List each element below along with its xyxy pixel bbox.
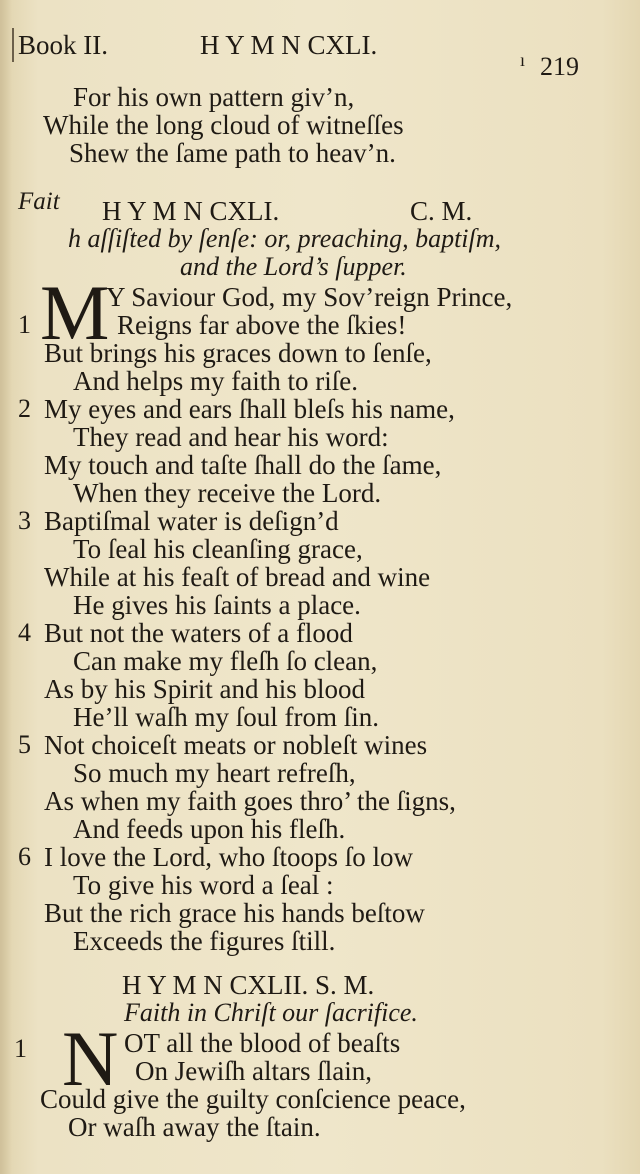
- stanza-number-2: 2: [18, 394, 31, 423]
- verse-line: And helps my faith to riſe.: [73, 366, 358, 396]
- stanza-number-5: 5: [18, 730, 31, 759]
- verse-line: On Jewiſh altars ſlain,: [135, 1056, 372, 1086]
- verse-line: Or waſh away the ſtain.: [68, 1112, 321, 1142]
- hymn-142-heading: H Y M N CXLII. S. M.: [122, 970, 375, 1000]
- drop-cap-n: N: [62, 1015, 119, 1102]
- page-number: 219: [540, 52, 579, 81]
- stanza-number-4: 4: [18, 618, 31, 647]
- verse-line: To ſeal his cleanſing grace,: [73, 534, 363, 564]
- hymn-141-subtitle-1: h aſſiſted by ſenſe: or, preaching, baptiſm,: [68, 224, 502, 253]
- verse-line: And feeds upon his fleſh.: [73, 814, 346, 844]
- verse-line: As when my faith goes thro’ the ſigns,: [44, 786, 456, 816]
- hymn-141-meter: C. M.: [410, 196, 473, 226]
- stanza-number-6: 6: [18, 842, 31, 871]
- verse-line: So much my heart refreſh,: [73, 758, 356, 788]
- continuation-line-3: Shew the ſame path to heav’n.: [69, 138, 396, 168]
- hymn-141-heading: H Y M N CXLI.: [102, 196, 280, 226]
- continuation-line-2: While the long cloud of witneſſes: [43, 110, 404, 140]
- page-gutter-shadow: [0, 0, 12, 1174]
- verse-line: OT all the blood of beaſts: [124, 1028, 401, 1058]
- verse-line: Can make my fleſh ſo clean,: [73, 646, 378, 676]
- hymn-141-subtitle-2: and the Lord’s ſupper.: [180, 252, 407, 281]
- verse-line: He’ll waſh my ſoul from ſin.: [73, 702, 379, 732]
- margin-catchword: Fait: [18, 188, 60, 215]
- running-head-book: Book II.: [18, 30, 108, 60]
- verse-line: But the rich grace his hands beſtow: [44, 898, 425, 928]
- header-ornament: ı: [520, 50, 526, 70]
- stanza-number-3: 3: [18, 506, 31, 535]
- verse-line: Exceeds the figures ſtill.: [73, 926, 336, 956]
- continuation-line-1: For his own pattern giv’n,: [73, 82, 355, 112]
- verse-line: Reigns far above the ſkies!: [117, 310, 407, 340]
- verse-line: But not the waters of a flood: [44, 618, 353, 648]
- hymn-142-subtitle: Faith in Chriſt our ſacrifice.: [124, 998, 418, 1027]
- verse-line: My touch and taſte ſhall do the ſame,: [44, 450, 442, 480]
- verse-line: But brings his graces down to ſenſe,: [44, 338, 432, 368]
- verse-line: They read and hear his word:: [73, 422, 389, 452]
- verse-line: I love the Lord, who ſtoops ſo low: [44, 842, 413, 872]
- verse-line: When they receive the Lord.: [73, 478, 382, 508]
- verse-line: Y Saviour God, my Sov’reign Prince,: [106, 282, 513, 312]
- verse-line: He gives his ſaints a place.: [73, 590, 361, 620]
- stanza-number-1: 1: [18, 310, 31, 339]
- verse-line: Could give the guilty conſcience peace,: [40, 1084, 466, 1114]
- verse-line: My eyes and ears ſhall bleſs his name,: [44, 394, 455, 424]
- drop-cap-m: M: [40, 269, 110, 356]
- verse-line: To give his word a ſeal :: [73, 870, 334, 900]
- verse-line: Baptiſmal water is deſign’d: [44, 506, 339, 536]
- verse-line: While at his feaſt of bread and wine: [44, 562, 431, 592]
- header-rule-left: [12, 28, 14, 62]
- stanza-number-1: 1: [14, 1034, 27, 1063]
- verse-line: Not choiceſt meats or nobleſt wines: [44, 730, 428, 760]
- running-head-title: H Y M N CXLI.: [200, 30, 378, 60]
- verse-line: As by his Spirit and his blood: [44, 674, 366, 704]
